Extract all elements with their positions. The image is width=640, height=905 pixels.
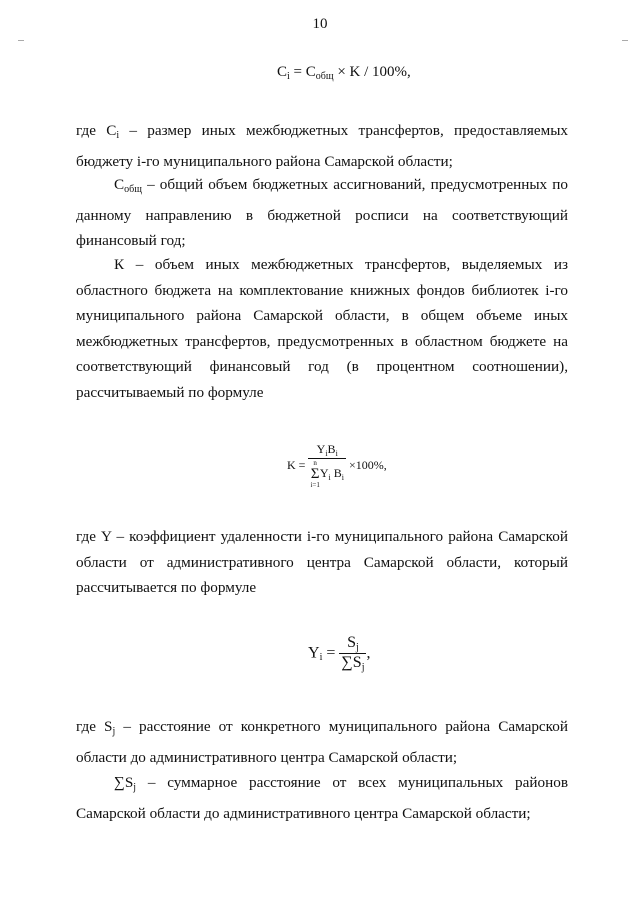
formula-y-fraction — [339, 634, 366, 673]
formula-ci-rhs-sub: общ — [315, 71, 334, 82]
formula-y-lhs-sub: i — [319, 652, 323, 664]
formula-k-numerator: $Y_iB_i$ — [308, 442, 346, 459]
para-ci-text: – размер иных межбюджетных трансфертов, предоставляемых бюджету i-го муниципального района Самарской области; — [76, 122, 568, 170]
para-cobsh-prefix-sub: общ — [124, 184, 142, 195]
formula-ci-lhs-sub: i — [287, 71, 290, 82]
formula-k-fraction — [308, 442, 346, 489]
para-sj-text: – расстояние от конкретного муниципального района Самарской области до административного центра Самарской области; — [76, 718, 568, 766]
para-y-text: где Y – коэффициент удаленности i-го муниципального района Самарской области от административного центра Самарской области, который рассчитывается по формуле — [76, 528, 568, 596]
formula-ci-rhs: C — [305, 64, 316, 80]
formula-y-eq: = — [322, 644, 340, 662]
formula-k-lhs: K = — [287, 458, 306, 472]
para-sj-prefix: где S — [76, 718, 113, 735]
para-cobsh-prefix: С — [114, 176, 125, 193]
para-sum-sj-definition — [76, 770, 568, 826]
formula-k-denominator: n Σ i=1 $Y_i$ $B_i$ — [310, 459, 344, 489]
para-sj-definition — [76, 714, 568, 770]
formula-k — [287, 442, 387, 489]
formula-ci-rhs-rest: × K / 100%, — [333, 64, 411, 80]
formula-y-lhs: Y — [308, 644, 320, 662]
para-cobsh-text: – общий объем бюджетных ассигнований, предусмотренных по данному направлению в бюджетной росписи на соответствующий финансовый год; — [76, 176, 568, 249]
sigma-block: n Σ i=1 — [310, 459, 320, 489]
para-cobsh-definition — [76, 172, 568, 254]
page-number: 10 — [312, 16, 328, 32]
para-sj-prefix-sub: j — [112, 726, 116, 737]
formula-y — [308, 634, 370, 673]
para-sum-sj-prefix: ∑S — [114, 774, 134, 791]
formula-y-numerator: $S_j$ — [339, 634, 366, 654]
formula-ci — [277, 64, 411, 82]
para-k-definition — [76, 252, 568, 405]
formula-y-denominator: $\sum S_j$ — [341, 654, 365, 673]
para-sum-sj-prefix-sub: j — [133, 782, 137, 793]
para-ci-definition — [76, 118, 568, 174]
para-sum-sj-text: – суммарное расстояние от всех муниципальных районов Самарской области до административного центра Самарской области; — [76, 774, 568, 822]
para-y-definition — [76, 524, 568, 601]
formula-ci-eq: = — [293, 64, 303, 80]
formula-y-tail: , — [366, 644, 371, 662]
formula-ci-lhs: C — [277, 64, 288, 80]
para-ci-prefix: где C — [76, 122, 117, 139]
scan-mark — [18, 40, 24, 41]
para-ci-prefix-sub: i — [116, 130, 120, 141]
scan-mark — [622, 40, 628, 41]
para-k-text: К – объем иных межбюджетных трансфертов, выделяемых из областного бюджета на комплектование книжных фондов библиотек i-го муниципального района Самарской области, в общем объеме иных межбюджетных трансфертов, предусмотренных в областном бюджете на соответствующий финансовый год (в процентном соотношении), рассчитываемый по формуле — [76, 256, 568, 401]
formula-k-tail: ×100%, — [349, 458, 387, 472]
